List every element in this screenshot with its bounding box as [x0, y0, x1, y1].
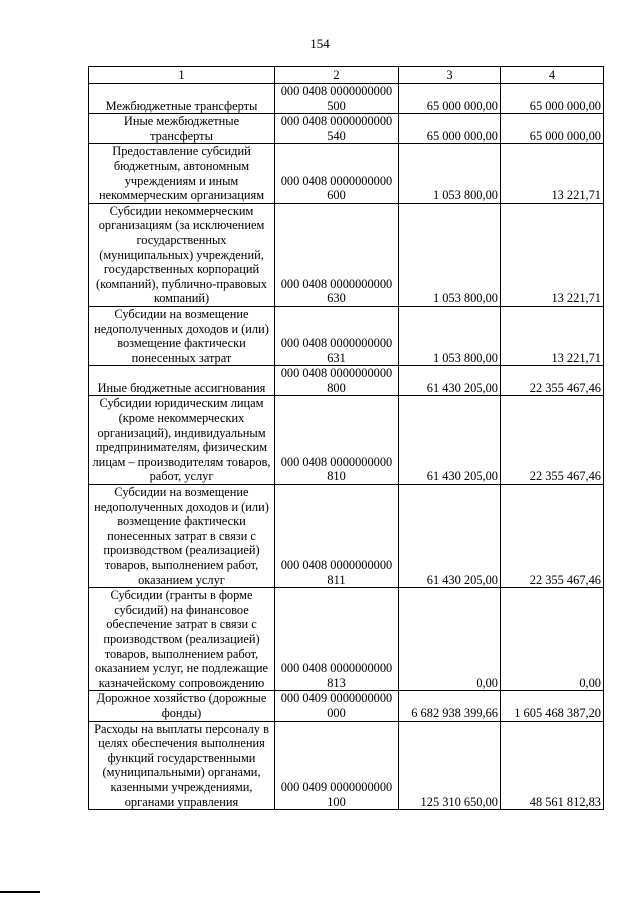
row-code-cell: 000 0409 0000000000 000	[275, 691, 399, 721]
table-body	[89, 84, 604, 810]
row-amount-1-cell: 0,00	[399, 588, 501, 691]
row-amount-2-cell: 1 605 468 387,20	[501, 691, 604, 721]
row-amount-2-cell: 13 221,71	[501, 306, 604, 365]
row-code-cell: 000 0408 0000000000 500	[275, 84, 399, 114]
row-amount-2-cell: 22 355 467,46	[501, 485, 604, 588]
table-row	[89, 114, 604, 144]
row-amount-2-cell: 22 355 467,46	[501, 396, 604, 485]
row-amount-2-cell: 48 561 812,83	[501, 721, 604, 810]
row-amount-2-cell: 22 355 467,46	[501, 366, 604, 396]
row-amount-1-cell: 61 430 205,00	[399, 485, 501, 588]
row-code-cell: 000 0409 0000000000 100	[275, 721, 399, 810]
table-row	[89, 721, 604, 810]
row-name-cell: Предоставление субсидий бюджетным, автономным учреждениям и иным некоммерческим организациям	[89, 144, 275, 203]
row-name-cell: Субсидии юридическим лицам (кроме некоммерческих организаций), индивидуальным предпринимателям, физическим лицам – производителям товаров, работ, услуг	[89, 396, 275, 485]
row-amount-1-cell: 125 310 650,00	[399, 721, 501, 810]
row-code-cell: 000 0408 0000000000 630	[275, 203, 399, 306]
row-amount-1-cell: 61 430 205,00	[399, 396, 501, 485]
header-row	[89, 67, 604, 84]
row-amount-1-cell: 61 430 205,00	[399, 366, 501, 396]
table-row	[89, 396, 604, 485]
row-name-cell: Дорожное хозяйство (дорожные фонды)	[89, 691, 275, 721]
row-code-cell: 000 0408 0000000000 813	[275, 588, 399, 691]
row-amount-2-cell: 13 221,71	[501, 144, 604, 203]
budget-table	[88, 66, 604, 810]
row-amount-2-cell: 13 221,71	[501, 203, 604, 306]
row-name-cell: Субсидии некоммерческим организациям (за исключением государственных (муниципальных) учреждений, государственных корпораций (компаний), публично-правовых компаний)	[89, 203, 275, 306]
table-row	[89, 691, 604, 721]
column-header: 3	[399, 67, 501, 84]
row-code-cell: 000 0408 0000000000 600	[275, 144, 399, 203]
row-code-cell: 000 0408 0000000000 800	[275, 366, 399, 396]
table-row	[89, 588, 604, 691]
row-amount-1-cell: 65 000 000,00	[399, 114, 501, 144]
table-row	[89, 366, 604, 396]
row-name-cell: Иные бюджетные ассигнования	[89, 366, 275, 396]
row-name-cell: Межбюджетные трансферты	[89, 84, 275, 114]
bottom-margin-mark	[0, 891, 40, 893]
row-name-cell: Расходы на выплаты персоналу в целях обеспечения выполнения функций государственными (муниципальными) органами, казенными учреждениями, органами управления	[89, 721, 275, 810]
column-header: 4	[501, 67, 604, 84]
row-amount-2-cell: 65 000 000,00	[501, 114, 604, 144]
row-amount-1-cell: 1 053 800,00	[399, 203, 501, 306]
row-amount-1-cell: 65 000 000,00	[399, 84, 501, 114]
row-code-cell: 000 0408 0000000000 810	[275, 396, 399, 485]
row-name-cell: Иные межбюджетные трансферты	[89, 114, 275, 144]
row-code-cell: 000 0408 0000000000 811	[275, 485, 399, 588]
row-amount-1-cell: 1 053 800,00	[399, 306, 501, 365]
row-amount-1-cell: 6 682 938 399,66	[399, 691, 501, 721]
table-row	[89, 144, 604, 203]
table-row	[89, 306, 604, 365]
column-header: 1	[89, 67, 275, 84]
row-amount-1-cell: 1 053 800,00	[399, 144, 501, 203]
table-row	[89, 485, 604, 588]
column-header: 2	[275, 67, 399, 84]
table-row	[89, 203, 604, 306]
table-row	[89, 84, 604, 114]
row-name-cell: Субсидии на возмещение недополученных доходов и (или) возмещение фактически понесенных затрат	[89, 306, 275, 365]
row-amount-2-cell: 0,00	[501, 588, 604, 691]
row-name-cell: Субсидии на возмещение недополученных доходов и (или) возмещение фактически понесенных затрат в связи с производством (реализацией) товаров, выполнением работ, оказанием услуг	[89, 485, 275, 588]
row-amount-2-cell: 65 000 000,00	[501, 84, 604, 114]
page-number: 154	[310, 36, 330, 51]
row-code-cell: 000 0408 0000000000 540	[275, 114, 399, 144]
row-code-cell: 000 0408 0000000000 631	[275, 306, 399, 365]
row-name-cell: Субсидии (гранты в форме субсидий) на финансовое обеспечение затрат в связи с производством (реализацией) товаров, выполнением работ, оказанием услуг, не подлежащие казначейскому сопровождению	[89, 588, 275, 691]
